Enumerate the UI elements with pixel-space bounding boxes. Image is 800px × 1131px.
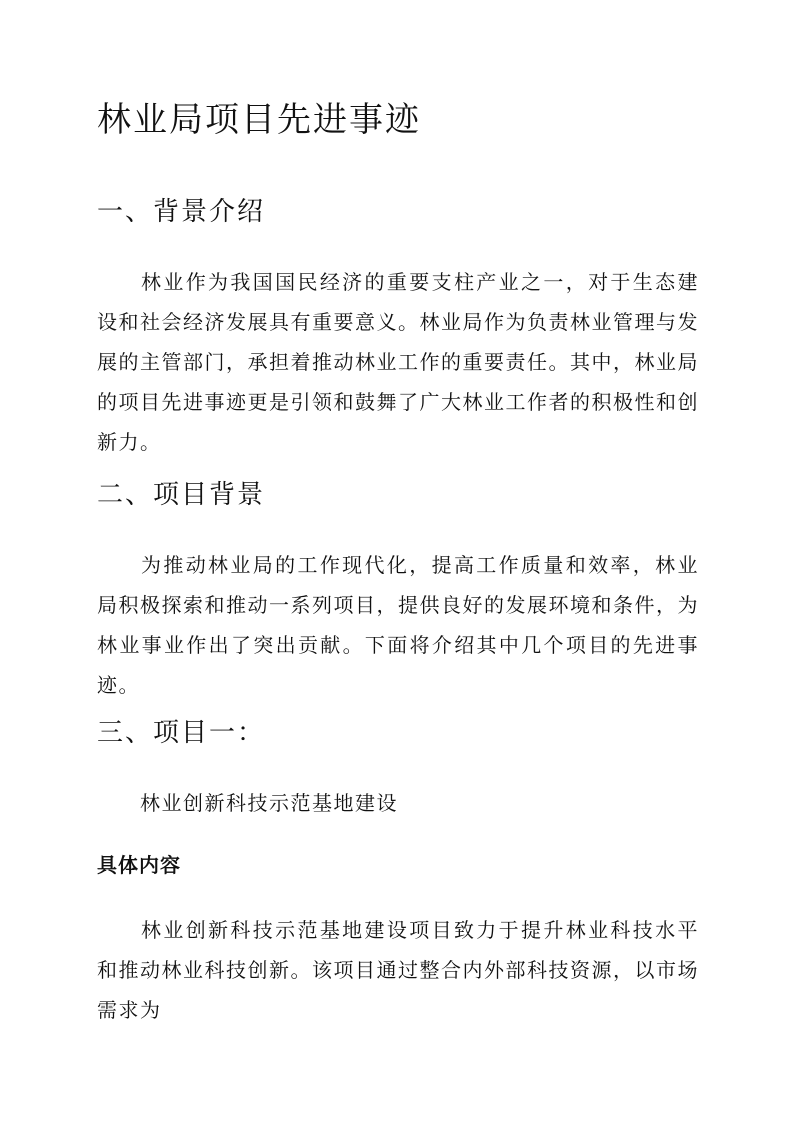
project-one-paragraph: 林业创新科技示范基地建设项目致力于提升林业科技水平和推动林业科技创新。该项目通过整合内外部科技资源，以市场需求为	[97, 918, 699, 1022]
project-one-subheading: 具体内容	[97, 853, 181, 877]
document-title: 林业局项目先进事迹	[97, 100, 421, 140]
project-one-name: 林业创新科技示范基地建设	[140, 791, 398, 815]
section-heading-project-one: 三、项目一：	[97, 718, 266, 748]
section-paragraph-background: 林业作为我国国民经济的重要支柱产业之一，对于生态建设和社会经济发展具有重要意义。林业局作为负责林业管理与发展的主管部门，承担着推动林业工作的重要责任。其中，林业局的项目先进事迹更是引领和鼓舞了广大林业工作者的积极性和创新力。	[97, 270, 699, 454]
section-heading-background: 一、背景介绍	[97, 197, 266, 227]
section-heading-project-background: 二、项目背景	[97, 480, 266, 510]
section-paragraph-project-background: 为推动林业局的工作现代化，提高工作质量和效率，林业局积极探索和推动一系列项目，提供良好的发展环境和条件，为林业事业作出了突出贡献。下面将介绍其中几个项目的先进事迹。	[97, 553, 699, 697]
